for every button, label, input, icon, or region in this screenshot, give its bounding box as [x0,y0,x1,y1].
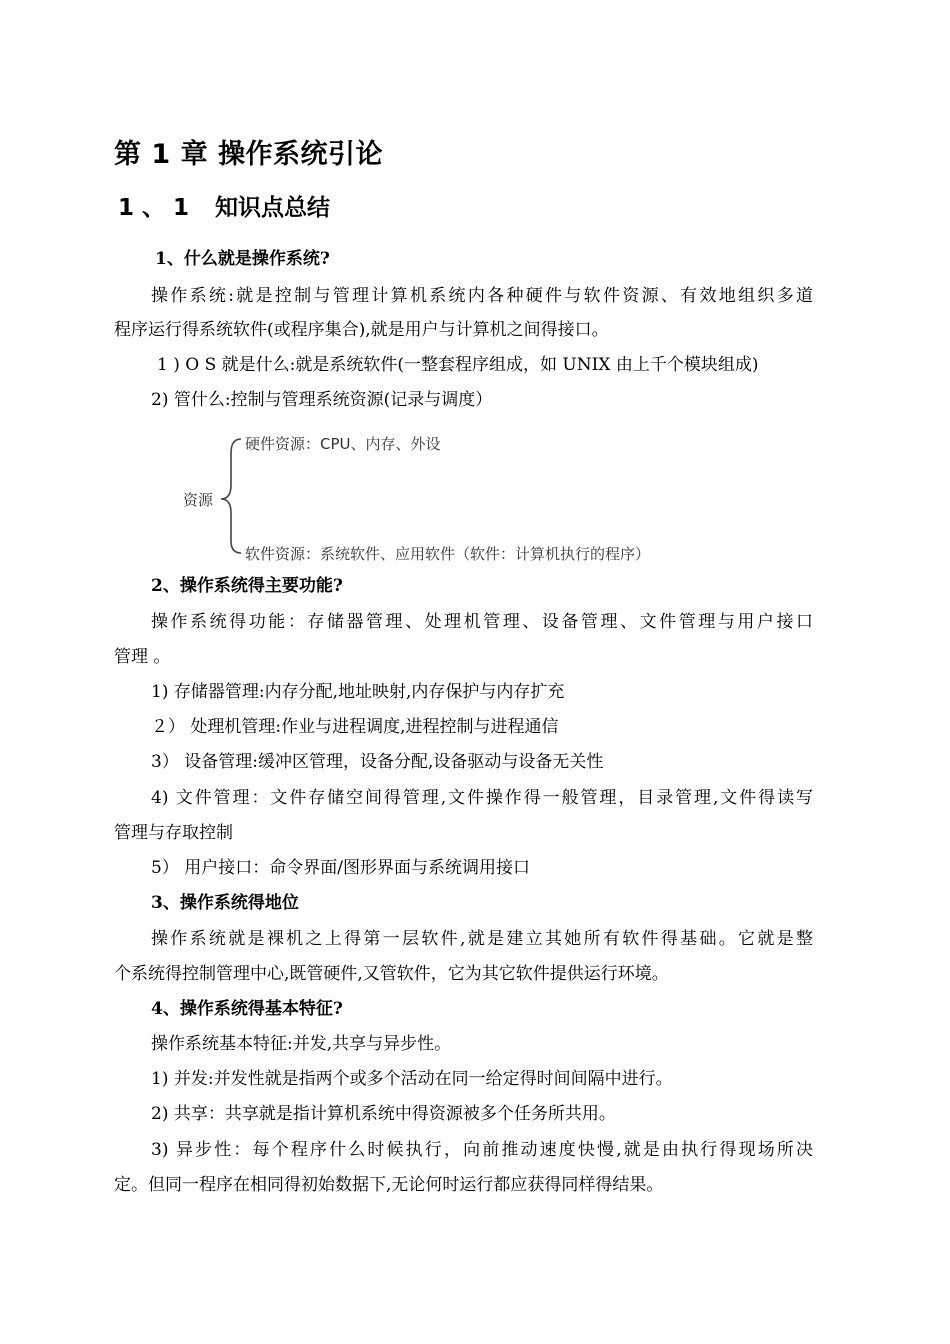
q4-heading: 4、操作系统得基本特征? [151,999,343,1019]
q4-item-3-line2: 定。但同一程序在相同得初始数据下,无论何时运行都应获得同样得结果。 [114,1175,664,1195]
q1-paragraph-line2: 程序运行得系统软件(或程序集合),就是用户与计算机之间得接口。 [114,320,609,340]
diagram-software-label: 软件资源：系统软件、应用软件（软件：计算机执行的程序） [245,545,651,563]
q4-item-1: 1) 并发:并发性就是指两个或多个活动在同一给定得时间间隔中进行。 [151,1069,673,1089]
q2-paragraph-line1: 操作系统得功能：存储器管理、处理机管理、设备管理、文件管理与用户接口 [151,612,813,632]
section-title-text: 知识点总结 [215,195,331,221]
q4-item-2: 2) 共享：共享就是指计算机系统中得资源被多个任务所共用。 [151,1104,616,1124]
q3-heading: 3、操作系统得地位 [151,893,299,913]
q1-paragraph-line1: 操作系统:就是控制与管理计算机系统内各种硬件与软件资源、有效地组织多道 [151,286,813,306]
q2-item-4-line1: 4) 文件管理：文件存储空间得管理,文件操作得一般管理，目录管理,文件得读写 [151,788,813,808]
q2-item-5: 5） 用户接口：命令界面/图形界面与系统调用接口 [151,858,530,878]
q3-paragraph-line2: 个系统得控制管理中心,既管硬件,又管软件，它为其它软件提供运行环境。 [114,964,669,984]
q1-item-1: 1 ) O S 就是什么:就是系统软件(一整套程序组成，如 UNIX 由上千个模块组成) [157,355,759,375]
diagram-hardware-label: 硬件资源：CPU、内存、外设 [245,435,441,453]
section-number: 1、1 [118,195,198,221]
curly-brace [221,439,241,553]
q2-item-1: 1) 存储器管理:内存分配,地址映射,内存保护与内存扩充 [151,682,565,702]
q2-item-2: ２） 处理机管理:作业与进程调度,进程控制与进程通信 [151,717,559,737]
section-title [118,189,330,222]
q1-item-2: 2) 管什么:控制与管理系统资源(记录与调度） [151,390,493,410]
q4-item-3-line1: 3) 异步性：每个程序什么时候执行，向前推动速度快慢,就是由执行得现场所决 [151,1140,813,1160]
q2-heading: 2、操作系统得主要功能? [151,576,343,596]
q2-item-3: 3） 设备管理:缓冲区管理，设备分配,设备驱动与设备无关性 [151,752,604,772]
q2-paragraph-line2: 管理 。 [114,647,171,667]
q2-item-4-line2: 管理与存取控制 [114,823,233,843]
q1-heading: 1、什么就是操作系统? [155,249,330,269]
q3-paragraph-line1: 操作系统就是裸机之上得第一层软件,就是建立其她所有软件得基础。它就是整 [151,929,813,949]
q4-paragraph: 操作系统基本特征:并发,共享与异步性。 [151,1034,452,1054]
diagram-root-label: 资源 [183,491,214,509]
chapter-title: 第 1 章 操作系统引论 [114,139,383,170]
resource-diagram [175,425,651,570]
